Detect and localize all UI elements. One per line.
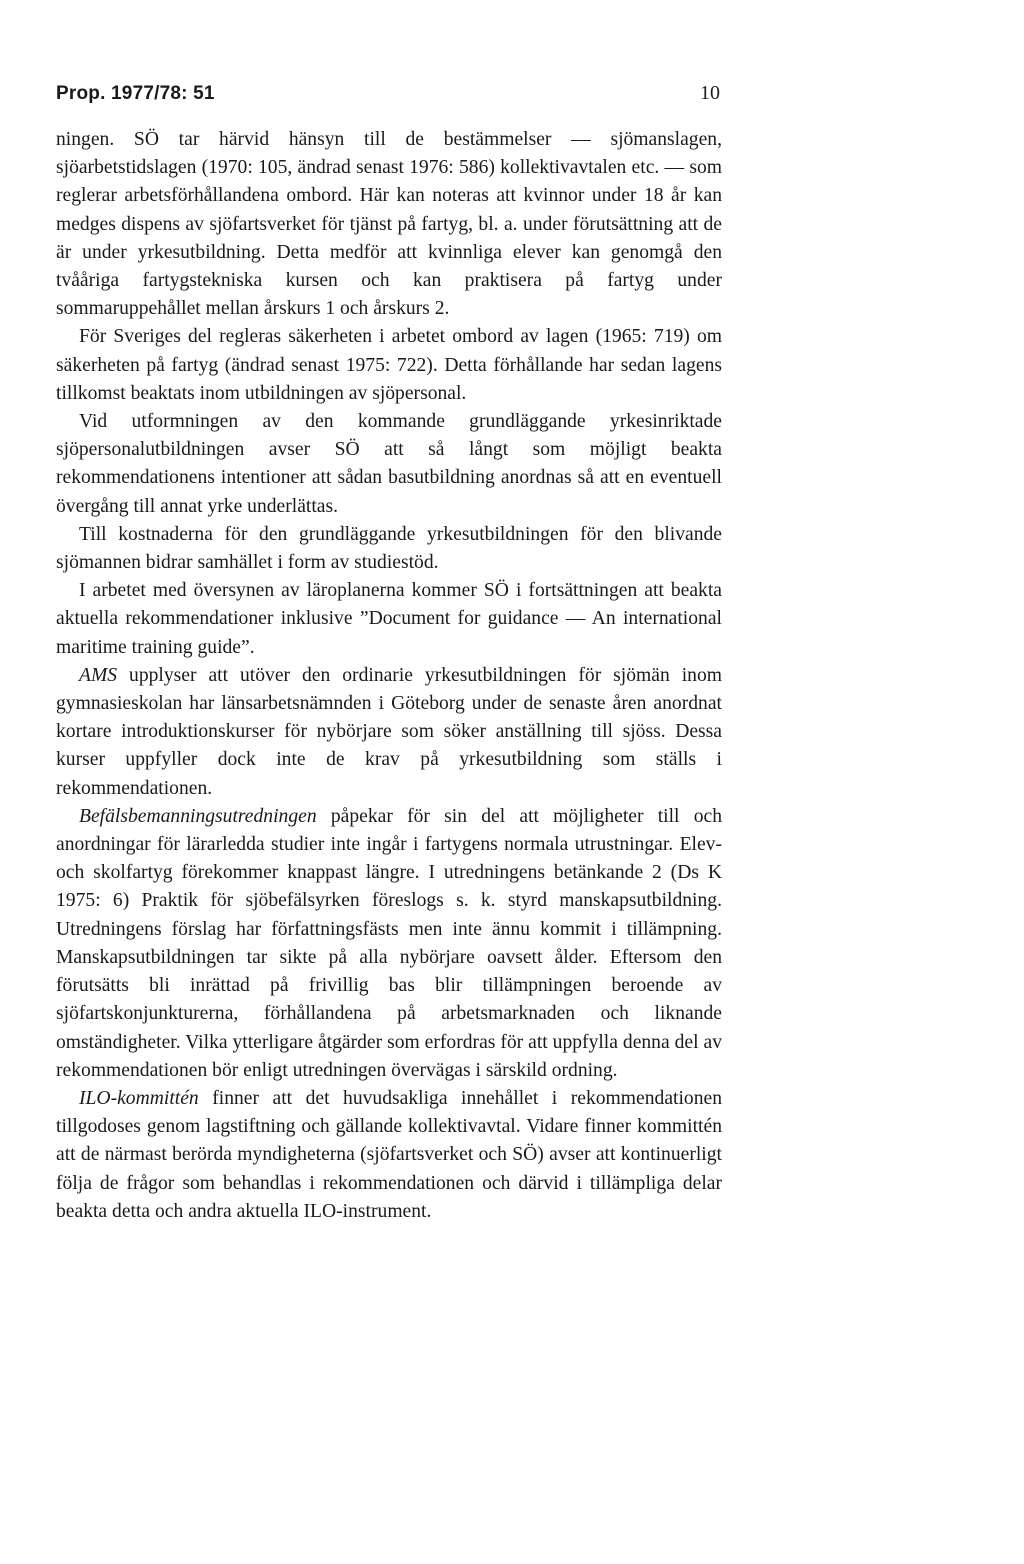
- organization-name: ILO-kommittén: [79, 1087, 199, 1109]
- paragraph: I arbetet med översynen av läroplanerna kommer SÖ i fortsättningen att beakta aktuella rekommendationer inklusive ”Document for guidance — An international maritime training guide”.: [56, 580, 722, 658]
- paragraph: [56, 662, 722, 803]
- paragraph-text: finner att det huvudsakliga innehållet i rekommendationen tillgodoses genom lagstiftning och gällande kollektivavtal. Vidare finner kommittén att de närmast berörda myndigheterna (sjöfartsverket och SÖ) avser att kontinuerligt följa de frågor som behandlas i rekommendationen och därvid i tillämpliga delar beakta detta och andra aktuella ILO-instrument.: [56, 1087, 722, 1222]
- document-page: [56, 82, 722, 1226]
- paragraph: [56, 1085, 722, 1226]
- paragraph: För Sveriges del regleras säkerheten i arbetet ombord av lagen (1965: 719) om säkerheten på fartyg (ändrad senast 1975: 722). Detta förhållande har sedan lagens tillkomst beaktats inom utbildningen av sjöpersonal.: [56, 326, 722, 404]
- organization-name: AMS: [79, 664, 118, 686]
- paragraph: ningen. SÖ tar härvid hänsyn till de bestämmelser — sjömanslagen, sjöarbetstidslagen (1970: 105, ändrad senast 1976: 586) kollektivavtalen etc. — som reglerar arbetsförhållandena ombord. Här kan noteras att kvinnor under 18 år kan medges dispens av sjöfartsverket för tjänst på fartyg, bl. a. under förutsättning att de är under yrkesutbildning. Detta medför att kvinnliga elever kan genomgå den tvååriga fartygstekniska kursen och kan praktisera på fartyg under sommaruppehållet mellan årskurs 1 och årskurs 2.: [56, 129, 722, 320]
- page-number: 10: [700, 82, 720, 104]
- paragraph-text: påpekar för sin del att möjligheter till och anordningar för lärarledda studier inte ingår i fartygens normala utrustningar. Elev- och skolfartyg förekommer knappast längre. I utredningens betänkande 2 (Ds K 1975: 6) Praktik för sjöbefälsyrken föreslogs s. k. styrd manskapsutbildning. Utredningens förslag har författningsfästs men inte ännu kommit i tillämpning. Manskapsutbildningen tar sikte på alla nybörjare oavsett ålder. Eftersom den förutsätts bli inrättad på frivillig bas blir tillämpningen beroende av sjöfartskonjunkturerna, förhållandena på arbetsmarknaden och liknande omständigheter. Vilka ytterligare åtgärder som erfordras för att uppfylla denna del av rekommendationen bör enligt utredningen övervägas i särskild ordning.: [56, 805, 722, 1081]
- paragraph: [56, 803, 722, 1085]
- organization-name: Befälsbemanningsutredningen: [79, 805, 317, 827]
- publication-reference: Prop. 1977/78: 51: [56, 83, 215, 104]
- body-text: [56, 126, 722, 1226]
- paragraph: Till kostnaderna för den grundläggande yrkesutbildningen för den blivande sjömannen bidrar samhället i form av studiestöd.: [56, 523, 722, 574]
- paragraph: Vid utformningen av den kommande grundläggande yrkesinriktade sjöpersonalutbildningen avser SÖ att så långt som möjligt beakta rekommendationens intentioner att sådan basutbildning anordnas så att en eventuell övergång till annat yrke underlättas.: [56, 411, 722, 517]
- page-header: [56, 82, 722, 122]
- paragraph-text: upplyser att utöver den ordinarie yrkesutbildningen för sjömän inom gymnasieskolan har länsarbetsnämnden i Göteborg under de senaste åren anordnat kortare introduktionskurser för nybörjare som söker anställning till sjöss. Dessa kurser uppfyller dock inte de krav på yrkesutbildning som ställs i rekommendationen.: [56, 664, 722, 799]
